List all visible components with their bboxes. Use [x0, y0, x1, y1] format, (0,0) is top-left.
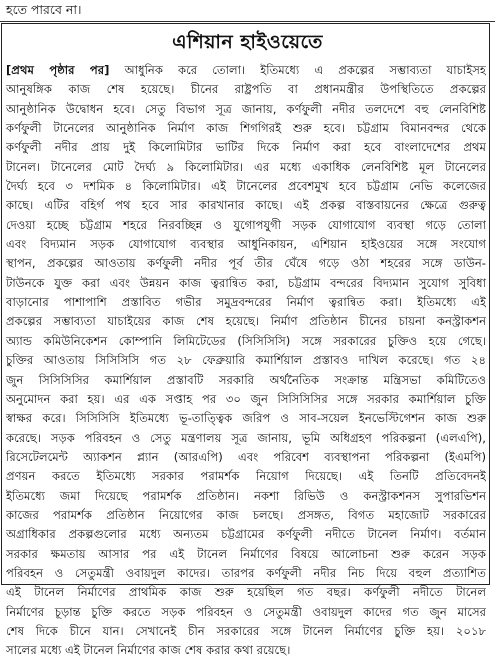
article-line: শেষ দিকে চীনে যান। সেখানেই চীন সরকারের সঙ্গে টানেল নির্মাণের চুক্তি হয়। ২০১৮	[6, 623, 486, 638]
article-line: স্বাক্ষর করে। সিসিসিসি ইতিমধ্যে ভূ-তাত্ত্বিক জরিপ ও সাব-সয়েল ইনভেস্টিগেশন কাজ শুরু	[6, 411, 486, 426]
article-line: কাছে। এটির বহির্গ পথ হবে সার কারখানার কাছে। এই প্রকল্প বাস্তবায়নের ক্ষেত্রে গুরুত্ব	[6, 198, 486, 213]
article-line: এবং বিদ্যমান সড়ক যোগাযোগ ব্যবস্থার আধুনিকায়ন, এশিয়ান হাইওয়ের সঙ্গে সংযোগ	[6, 237, 486, 252]
divider-rule	[0, 21, 495, 22]
article-line: জুন সিসিসিসির কমার্শিয়াল প্রস্তাবটি সরকারি অর্থনৈতিক সংক্রান্ত মন্ত্রিসভা কমিটিতেও	[6, 372, 486, 387]
article-line: টানেল। টানেলের মোট দৈর্ঘ্য ৯ কিলোমিটার। এর মধ্যে একাধিক লেনবিশিষ্ট মূল টানেলের	[6, 159, 486, 174]
article-line: দৈর্ঘ্য হবে ৩ দশমিক ৪ কিলোমিটার। এই টানেলের প্রবেশমুখ হবে চট্টগ্রাম নেভি কলেজের	[6, 179, 486, 194]
article-line: অ্যান্ড কমিউনিকেশন কোম্পানি লিমিটেডের (সিসিসিসি) সঙ্গে সরকারের চুক্তিও হয়ে গেছে।	[6, 333, 486, 348]
article-line: স্থাপন, প্রকল্পের আওতায় কর্ণফুলী নদীর পূর্ব তীর ঘেঁষে গড়ে ওঠা শহরের সঙ্গে ডাউন-	[6, 256, 486, 271]
article-line: কর্ণফুলী টানেলের আনুষ্ঠানিক নির্মাণ কাজ শিগগিরই শুরু হবে। চট্টগ্রাম বিমানবন্দর থেকে	[6, 121, 486, 136]
article-line: আনুষঙ্গিক কাজ শেষ হয়েছে। চীনের রাষ্ট্রপতি বা প্রধানমন্ত্রীর উপস্থিতিতে প্রকল্পের	[6, 82, 486, 97]
article-line: ইতিমধ্যে জমা দিয়েছে পরামর্শক প্রতিষ্ঠান। নকশা রিভিউ ও কনস্ট্রাকশনস সুপারভিশন	[6, 488, 486, 503]
article-line: বাড়ানোর পাশাপাশি প্রস্তাবিত গভীর সমুদ্রবন্দরের নির্মাণ ত্বরান্বিত করা। ইতিমধ্যে এই	[6, 295, 486, 310]
article-line: প্রণয়ন করতে ইতিমধ্যে সরকার পরামর্শক নিয়োগ দিয়েছে। এই তিনটি প্রতিবেদনই	[6, 469, 486, 484]
article-headline: এশিয়ান হাইওয়েতে	[172, 31, 323, 53]
previous-article-fragment: হতে পারবে না।	[6, 2, 82, 17]
article-line: কর্ণফুলী নদীর প্রায় দুই কিলোমিটার ভাটির দিকে নির্মাণ করা হবে বাংলাদেশের প্রথম	[6, 140, 486, 155]
article-line: টাউনকে যুক্ত করা এবং উন্নয়ন কাজ ত্বরান্বিত করা, চট্টগ্রাম বন্দরের বিদ্যমান সুযোগ সুবিধা	[6, 275, 486, 290]
article-line: করেছে। সড়ক পরিবহন ও সেতু মন্ত্রণালয় সূত্র জানায়, ভূমি অধিগ্রহণ পরিকল্পনা (এলএপি),	[6, 430, 486, 445]
article-line: সালের মধ্যে এই টানেল নির্মাণের কাজ শেষ করার কথা রয়েছে।	[6, 643, 291, 658]
article-line: সরকার ক্ষমতায় আসার পর এই টানেল নির্মাণের বিষয়ে আলোচনা শুরু করেন সড়ক	[6, 546, 486, 561]
article-line: পরিবহন ও সেতুমন্ত্রী ওবায়দুল কাদের। তারপর কর্ণফুলী নদীর নিচ দিয়ে বহুল প্রত্যাশিত	[6, 565, 486, 580]
article-line: কাজের পরামর্শক প্রতিষ্ঠান নিয়োগের কাজ চলছে। প্রসঙ্গত, বিগত মহাজোট সরকারের	[6, 507, 486, 522]
article-line: অনুমোদন করা হয়। এর এক সপ্তাহ পর ৩০ জুন সিসিসিসির সঙ্গে সরকার কমার্শিয়াল চুক্তি	[6, 391, 486, 406]
article-body	[6, 39, 486, 661]
article-line: এই টানেল নির্মাণের প্রাথমিক কাজ শুরু হয়েছিল গত বছর। কর্ণফুলী নদীতে টানেল	[6, 585, 486, 600]
article-line: আনুষ্ঠানিক উদ্বোধন হবে। সেতু বিভাগ সূত্র জানায়, কর্ণফুলী নদীর তলদেশে বহু লেনবিশিষ্ট	[6, 101, 486, 116]
article-line: রিসেটেলমেন্ট অ্যাকশন প্ল্যান (আরএপি) এবং পরিবেশ ব্যবস্থাপনা পরিকল্পনা (ইএমপি)	[6, 449, 486, 464]
continuation-tag: [প্রথম পৃষ্ঠার পর]	[6, 63, 110, 77]
article-line: [প্রথম পৃষ্ঠার পর] আধুনিক করে তোলা। ইতিমধ্যে এ প্রকল্পের সম্ভাব্যতা যাচাইসহ	[6, 63, 486, 77]
article-line: অগ্রাধিকার প্রকল্পগুলোর মধ্যে অন্যতম চট্টগ্রামের কর্ণফুলী নদীতে টানেল নির্মাণ। বর্তমান	[6, 527, 486, 542]
article-line: চুক্তির আওতায় সিসিসিসি গত ২৮ ফেব্রুয়ারি কমার্শিয়াল প্রস্তাবও দাখিল করেছে। গত ২৪	[6, 353, 486, 368]
article-line: প্রকল্পের সম্ভাব্যতা যাচাইয়ের কাজ শেষ হয়েছে। নির্মাণ প্রতিষ্ঠান চীনের চায়না কনস্ট্রাকশন	[6, 314, 486, 329]
article-line: দেওয়া হচ্ছে চট্টগ্রাম শহরে নিরবচ্ছিন্ন ও যুগোপযুগী সড়ক যোগাযোগ ব্যবস্থা গড়ে তোলা	[6, 217, 486, 232]
article-line: নির্মাণের চূড়ান্ত চুক্তি করতে সড়ক পরিবহন ও সেতুমন্ত্রী ওবায়দুল কাদের গত জুন মাসের	[6, 604, 486, 619]
